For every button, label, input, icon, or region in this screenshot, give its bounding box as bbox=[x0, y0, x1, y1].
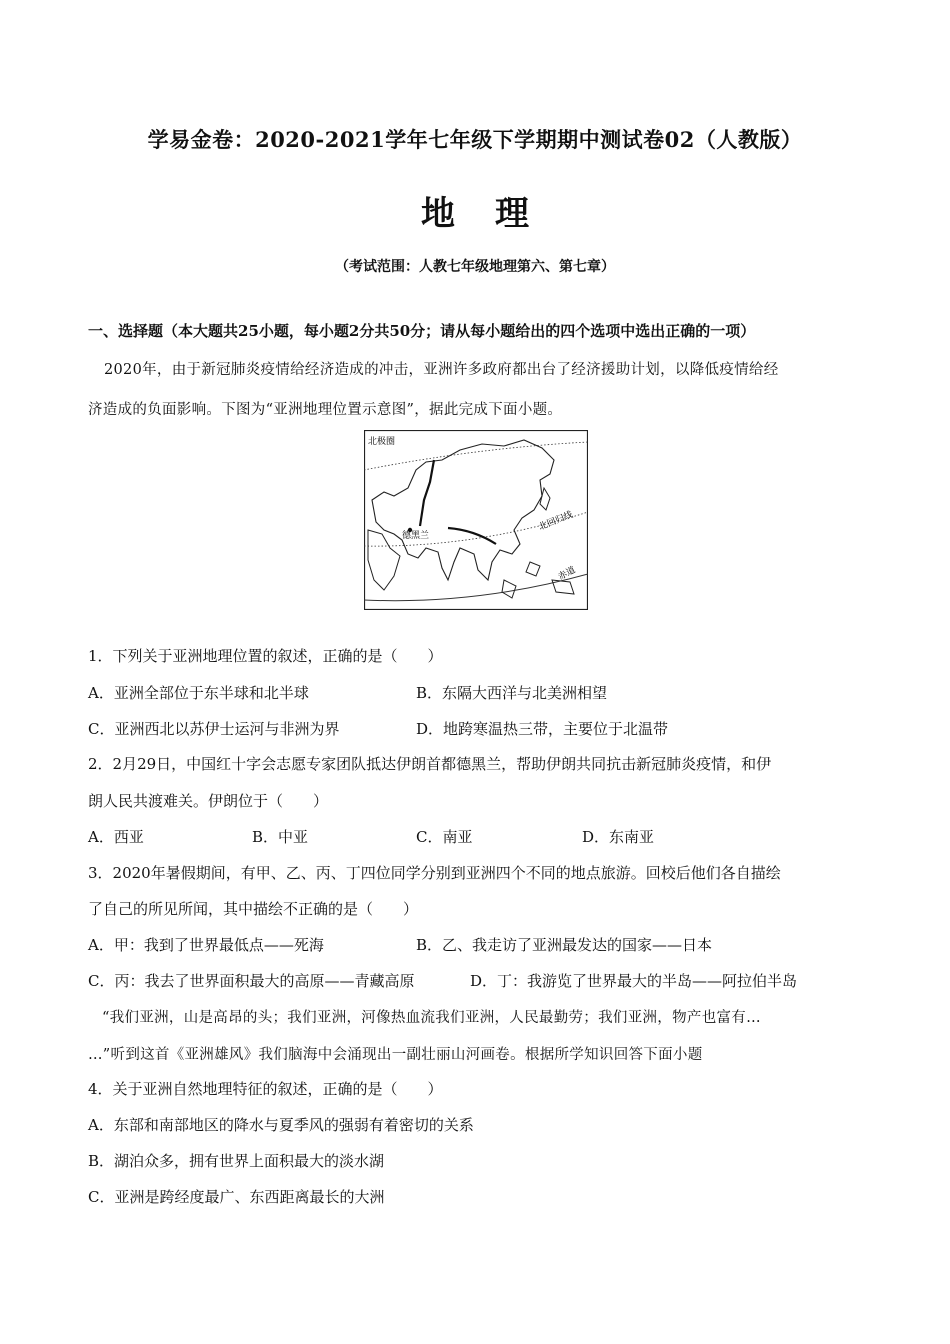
question-2-stem: 朗人民共渡难关。伊朗位于（ ） bbox=[88, 792, 329, 810]
q4-option-c: C．亚洲是跨经度最广、东西距离最长的大洲 bbox=[88, 1188, 385, 1206]
tehran-label: 德黑兰 bbox=[402, 531, 430, 541]
question-2-stem: 2．2月29日，中国红十字会志愿专家团队抵达伊朗首都德黑兰，帮助伊朗共同抗击新冠肺炎疫情，和伊 bbox=[88, 755, 772, 773]
equator-label: 赤道 bbox=[556, 565, 578, 583]
q3-option-b: B．乙、我走访了亚洲最发达的国家——日本 bbox=[416, 936, 713, 954]
q2-option-c: C．南亚 bbox=[416, 828, 473, 846]
question-3-stem: 3．2020年暑假期间，有甲、乙、丙、丁四位同学分别到亚洲四个不同的地点旅游。回校后他们各自描绘 bbox=[88, 864, 781, 882]
q4-option-b: B．湖泊众多，拥有世界上面积最大的淡水湖 bbox=[88, 1152, 385, 1170]
material-text: 济造成的负面影响。下图为“亚洲地理位置示意图”，据此完成下面小题。 bbox=[88, 402, 563, 418]
q1-option-b: B．东隔大西洋与北美洲相望 bbox=[416, 684, 608, 702]
question-4-stem: 4．关于亚洲自然地理特征的叙述，正确的是（ ） bbox=[88, 1080, 443, 1098]
q2-option-b: B．中亚 bbox=[252, 828, 309, 846]
q3-option-d: D．丁：我游览了世界最大的半岛——阿拉伯半岛 bbox=[470, 972, 798, 990]
q2-option-a: A．西亚 bbox=[88, 828, 144, 846]
q1-option-c: C．亚洲西北以苏伊士运河与非洲为界 bbox=[88, 720, 340, 738]
q1-option-d: D．地跨寒温热三带，主要位于北温带 bbox=[416, 720, 669, 738]
tropic-label: 北回归线 bbox=[537, 510, 575, 533]
q4-option-a: A．东部和南部地区的降水与夏季风的强弱有着密切的关系 bbox=[88, 1116, 474, 1134]
exam-scope: （考试范围：人教七年级地理第六、第七章） bbox=[335, 259, 615, 275]
subject-char: 理 bbox=[495, 194, 529, 234]
subject-char: 地 bbox=[421, 194, 455, 234]
q3-option-c: C．丙：我去了世界面积最大的高原——青藏高原 bbox=[88, 972, 415, 990]
q3-option-a: A．甲：我到了世界最低点——死海 bbox=[88, 936, 324, 954]
arctic-label: 北极圈 bbox=[368, 437, 396, 447]
exam-title: 学易金卷：2020-2021学年七年级下学期期中测试卷02（人教版） bbox=[147, 127, 803, 152]
q2-option-d: D．东南亚 bbox=[582, 828, 655, 846]
asia-location-map bbox=[364, 430, 588, 610]
material-text: 2020年，由于新冠肺炎疫情给经济造成的冲击，亚洲许多政府都出台了经济援助计划，以降低疫情给经 bbox=[104, 362, 779, 378]
q1-option-a: A．亚洲全部位于东半球和北半球 bbox=[88, 684, 309, 702]
material-text: …”听到这首《亚洲雄风》我们脑海中会涌现出一副壮丽山河画卷。根据所学知识回答下面小题 bbox=[88, 1047, 703, 1063]
question-3-stem: 了自己的所见所闻，其中描绘不正确的是（ ） bbox=[88, 900, 419, 918]
subject-title bbox=[0, 186, 950, 235]
material-text: “我们亚洲，山是高昂的头；我们亚洲，河像热血流我们亚洲，人民最勤劳；我们亚洲，物产也富有… bbox=[102, 1010, 761, 1026]
question-1-stem: 1．下列关于亚洲地理位置的叙述，正确的是（ ） bbox=[88, 647, 443, 665]
section-heading: 一、选择题（本大题共25小题，每小题2分共50分；请从每小题给出的四个选项中选出正确的一项） bbox=[88, 322, 756, 340]
